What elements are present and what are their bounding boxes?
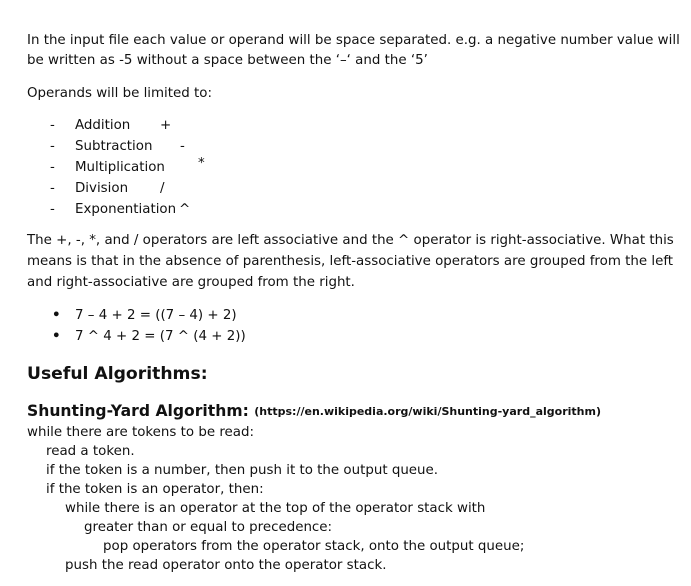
list-item-marker: - [50, 160, 55, 175]
example-2: 7 ^ 4 + 2 = (7 ^ (4 + 2)) [75, 329, 246, 344]
list-item-marker: • [52, 308, 61, 323]
intro-line-1: In the input file each value or operand will be space separated. e.g. a negative number value will [27, 33, 680, 48]
list-item-marker: - [50, 181, 55, 196]
list-item-symbol: - [180, 139, 185, 154]
list-item-label: Exponentiation [75, 202, 177, 217]
intro-line-2: be written as -5 without a space between the ‘–‘ and the ‘5’ [27, 53, 428, 68]
example-1: 7 – 4 + 2 = ((7 – 4) + 2) [75, 308, 237, 323]
list-item-marker: - [50, 118, 55, 133]
code-line: while there is an operator at the top of the operator stack with [65, 501, 486, 516]
list-item-symbol: ^ [179, 202, 191, 217]
code-line: if the token is a number, then push it to the output queue. [46, 463, 439, 478]
list-item-symbol: / [160, 181, 165, 196]
list-item-marker: - [50, 202, 55, 217]
shunting-yard-title: Shunting-Yard Algorithm: [27, 402, 249, 420]
list-item-label: Multiplication [75, 160, 165, 175]
code-line: if the token is an operator, then: [46, 482, 264, 497]
list-item-label: Subtraction [75, 139, 153, 154]
shunting-yard-heading [27, 402, 601, 421]
code-line: read a token. [46, 444, 135, 459]
list-item-marker: • [52, 329, 61, 344]
code-line: greater than or equal to precedence: [84, 520, 333, 535]
assoc-line-3: and right-associative are grouped from the right. [27, 275, 355, 290]
list-item-symbol: + [160, 118, 172, 133]
assoc-line-1: The +, -, *, and / operators are left associative and the ^ operator is right-associative. What this [27, 233, 674, 248]
code-line: pop operators from the operator stack, onto the output queue; [103, 539, 525, 554]
list-item-symbol: * [198, 156, 205, 171]
list-item-marker: - [50, 139, 55, 154]
list-item-label: Division [75, 181, 129, 196]
list-item-label: Addition [75, 118, 131, 133]
code-line: push the read operator onto the operator stack. [65, 558, 387, 573]
operands-title: Operands will be limited to: [27, 86, 212, 101]
assoc-line-2: means is that in the absence of parenthesis, left-associative operators are grouped from the left [27, 254, 674, 269]
useful-algorithms-heading: Useful Algorithms: [27, 364, 208, 384]
shunting-yard-url: (https://en.wikipedia.org/wiki/Shunting-yard_algorithm) [254, 405, 601, 418]
code-line: while there are tokens to be read: [27, 425, 255, 440]
